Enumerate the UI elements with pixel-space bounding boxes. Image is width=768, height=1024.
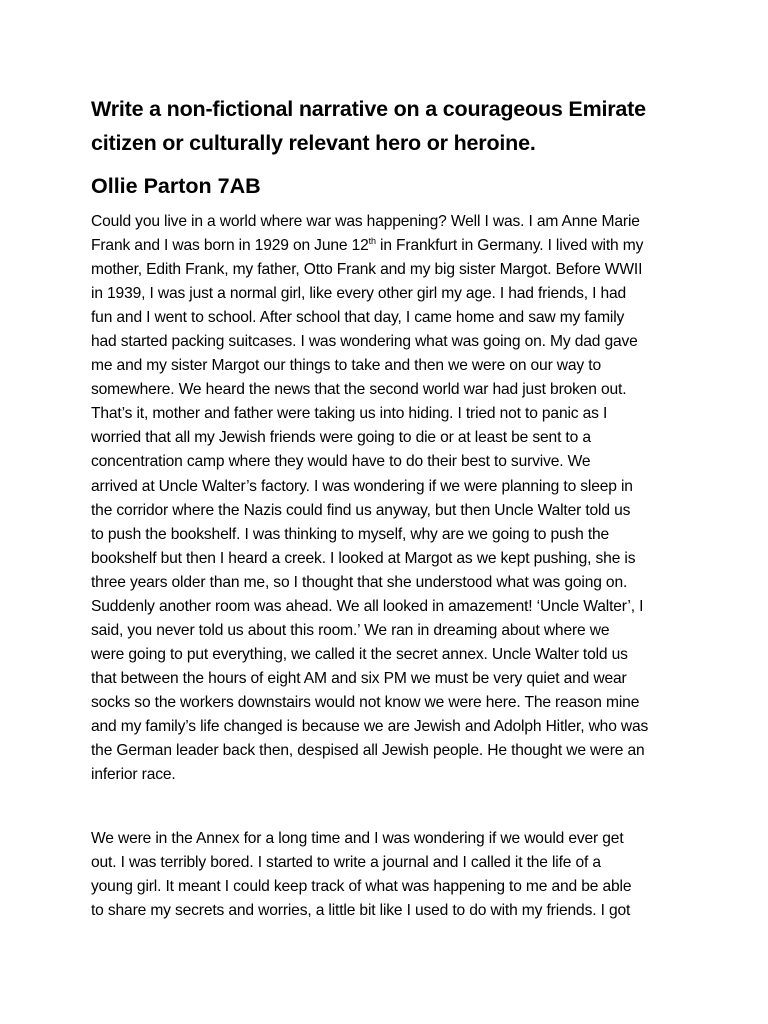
text-line: Could you live in a world where war was happening? Well I was. I am Anne Marie xyxy=(91,213,640,230)
text-line: me and my sister Margot our things to take and then we were on our way to xyxy=(91,357,601,375)
text-line xyxy=(91,234,691,258)
text-line: the corridor where the Nazis could find us anyway, but then Uncle Walter told us xyxy=(91,501,631,519)
text-line: young girl. It meant I could keep track of what was happening to me and be able xyxy=(91,878,632,896)
text-line: and my family’s life changed is because we are Jewish and Adolph Hitler, who was xyxy=(91,717,649,735)
text-line: had started packing suitcases. I was wondering what was going on. My dad gave xyxy=(91,333,638,351)
text-line: three years older than me, so I thought that she understood what was going on. xyxy=(91,573,628,591)
text-line: mother, Edith Frank, my father, Otto Frank and my big sister Margot. Before WWII xyxy=(91,261,643,279)
title-line: Write a non-fictional narrative on a courageous Emirate xyxy=(91,97,646,121)
text-line: said, you never told us about this room.’ We ran in dreaming about where we xyxy=(91,621,610,639)
text-line: We were in the Annex for a long time and I was wondering if we would ever get xyxy=(91,830,624,848)
author-heading: Ollie Parton 7AB xyxy=(91,174,261,198)
text-line: inferior race. xyxy=(91,766,176,784)
document-page xyxy=(91,92,691,923)
text-line: Suddenly another room was ahead. We all looked in amazement! ‘Uncle Walter’, I xyxy=(91,597,644,615)
text-line: socks so the workers downstairs would not know we were here. The reason mine xyxy=(91,693,640,711)
text-line: concentration camp where they would have to do their best to survive. We xyxy=(91,453,591,471)
text-line: somewhere. We heard the news that the second world war had just broken out. xyxy=(91,381,627,399)
text-line: That’s it, mother and father were taking us into hiding. I tried not to panic as I xyxy=(91,405,608,423)
text-line: worried that all my Jewish friends were going to die or at least be sent to a xyxy=(91,429,591,447)
ordinal-superscript: th xyxy=(368,235,376,246)
document-title xyxy=(91,92,691,160)
paragraph-1 xyxy=(91,210,691,787)
text-line: arrived at Uncle Walter’s factory. I was wondering if we were planning to sleep in xyxy=(91,477,633,495)
text-segment: Frank and I was born in 1929 on June 12 xyxy=(91,237,369,255)
text-line: in 1939, I was just a normal girl, like every other girl my age. I had friends, I had xyxy=(91,285,627,303)
text-line: that between the hours of eight AM and six PM we must be very quiet and wear xyxy=(91,669,627,687)
title-line: citizen or culturally relevant hero or heroine. xyxy=(91,131,536,155)
text-line: bookshelf but then I heard a creek. I looked at Margot as we kept pushing, she is xyxy=(91,549,636,567)
text-line: the German leader back then, despised all Jewish people. He thought we were an xyxy=(91,742,645,760)
text-segment: in Frankfurt in Germany. I lived with my xyxy=(375,237,644,255)
text-line: to push the bookshelf. I was thinking to myself, why are we going to push the xyxy=(91,525,610,543)
text-line: out. I was terribly bored. I started to write a journal and I called it the life of a xyxy=(91,854,601,872)
text-line: were going to put everything, we called it the secret annex. Uncle Walter told us xyxy=(91,645,628,663)
text-line: fun and I went to school. After school that day, I came home and saw my family xyxy=(91,309,625,327)
paragraph-2 xyxy=(91,827,691,923)
text-line: to share my secrets and worries, a little bit like I used to do with my friends. I got xyxy=(91,902,631,920)
